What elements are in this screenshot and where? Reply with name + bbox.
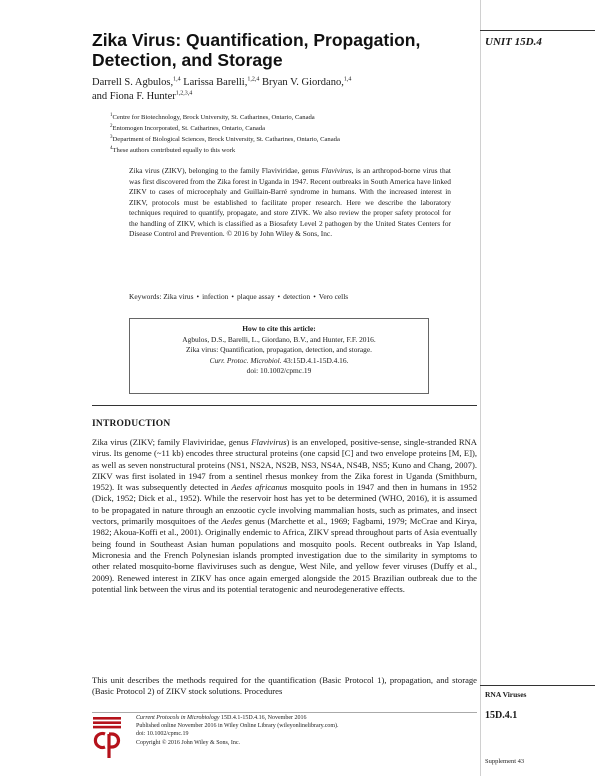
keyword: infection — [202, 292, 229, 301]
introduction-paragraph: This unit describes the methods required for the quantification (Basic Protocol 1), propagation, and storage (Basic Protocol 2) of ZIKV stock solutions. Procedures — [92, 675, 477, 697]
affiliation-line — [110, 123, 470, 134]
introduction-paragraph — [92, 437, 477, 595]
abstract-text: , is an arthropod-borne virus that was first discovered from the Zika forest in Uganda in 1947. Recent outbreaks in South America have linked ZIKV to cases of microcephaly and Guillain-Barré syndrome in humans. With the increased interest in ZIKV, protocols must be established to facilitate proper research. Here we describe the laboratory techniques required to quantify, propagate, and store ZIVK. We also review the proper safety protocol for the handling of ZIKV, which is classified as a Biosafety Level 2 pathogen by the United States Centers for Disease Control and Prevention. © 2016 by John Wiley & Sons, Inc. — [129, 166, 451, 238]
keywords — [129, 292, 451, 302]
title-line-2: Detection, and Storage — [92, 50, 283, 70]
affiliation-sup: 3 — [110, 134, 113, 140]
logo-p-glyph — [109, 734, 119, 758]
keyword-bullet: • — [231, 292, 234, 301]
body-text: ) is an enveloped, positive-sense, single-stranded RNA virus. Its genome (~11 kb) encodes three structural proteins (one capsid [C] and two envelope proteins [M, E]), as well as seven nonstructural proteins (NS1, NS2A, NS2B, NS3, NS4A, NS4B, NS5; Kuno and Chang, 2007). ZIKV was first isolated in 1947 from a sentinel rhesus monkey from the Zika forest in Uganda (Smithburn, 1952). It was subsequently detected in — [92, 437, 477, 493]
footer-divider — [92, 712, 477, 713]
section-label: RNA Viruses — [485, 690, 595, 699]
citation-heading: How to cite this article: — [242, 324, 316, 333]
author-affil-sup: 1,2,4 — [247, 76, 260, 83]
affiliations — [110, 112, 470, 156]
keyword: Vero cells — [318, 292, 349, 301]
affiliation-text: These authors contributed equally to this work — [112, 147, 236, 154]
title-line-1: Zika Virus: Quantification, Propagation, — [92, 30, 421, 50]
current-protocols-logo — [92, 716, 122, 760]
citation-line: Agbulos, D.S., Barelli, L., Giordano, B.V., and Hunter, F.F. 2016. — [182, 334, 376, 344]
right-column-divider — [480, 0, 481, 776]
body-text: Zika virus (ZIKV; family Flaviviridae, genus — [92, 437, 252, 447]
body-text: genus (Marchette et al., 1969; Fagbami, 1979; McCrae and Kirya, 1982; Akoua-Koffi et al., 2001). Originally endemic to Africa, ZIKV spread throughout parts of Asia eventually being found in Southeast Asian human populations and mosquito pools. Recent outbreaks in Yap Island, Micronesia and the French Polynesian islands prompted investigation due to the similarity in symptoms to other related mosquito-borne flaviviruses such as dengue, West Nile, and yellow fever viruses (Duffy et al., 2009). Renewed interest in ZIKV has once again emerged alongside the 2015 Brazilian outbreak due to the potential link between the virus and its potential teratogenic and neurodegenerative effects. — [92, 516, 477, 594]
footer-doi: doi: 10.1002/cpmc.19 — [136, 731, 189, 738]
citation-doi: doi: 10.1002/cpmc.19 — [246, 366, 312, 375]
footer-copyright: Copyright © 2016 John Wiley & Sons, Inc. — [136, 739, 241, 746]
footer-journal: Current Protocols in Microbiology — [136, 715, 220, 721]
citation-volume: 43:15D.4.1-15D.4.16. — [281, 355, 349, 365]
keyword: plaque assay — [236, 292, 275, 301]
author-affil-sup: 1,4 — [173, 76, 181, 83]
logo-bar — [93, 717, 121, 720]
keyword: Zika virus — [163, 292, 194, 301]
abstract-text: Zika virus (ZIKV), belonging to the family Flaviviridae, genus — [129, 166, 322, 175]
citation-line: Zika virus: Quantification, propagation, detection, and storage. — [186, 345, 372, 354]
author-name: Darrell S. Agbulos, — [92, 77, 174, 88]
logo-c-glyph — [95, 734, 105, 748]
author-name: and Fiona F. Hunter — [92, 91, 176, 102]
affiliation-line — [110, 145, 470, 156]
footer-line: Published online November 2016 in Wiley Online Library (wileyonlinelibrary.com). — [136, 723, 339, 730]
affiliation-line — [110, 112, 470, 123]
genus-name: Aedes — [221, 516, 242, 527]
body-text: mosquito pools in 1947 and then in humans in 1952 (Dick, 1952; Dick et al., 1952). While the reservoir host has yet to be determined (WHO, 2016), it is assumed to be propagated in nature through an enzootic cycle involving mammalian hosts, such as primates, and insect vectors, primarily mosquitoes of the — [92, 482, 477, 527]
citation-line — [130, 356, 428, 367]
keyword: detection — [283, 292, 311, 301]
species-name: Aedes africanus — [231, 482, 288, 493]
abstract-genus: Flavivirus — [321, 166, 352, 175]
footer-publication-info — [136, 714, 476, 747]
affiliation-sup: 4 — [110, 145, 113, 151]
article-title — [92, 30, 477, 70]
affiliation-sup: 2 — [110, 123, 113, 129]
footer-line — [136, 714, 476, 722]
author-name: Bryan V. Giordano, — [259, 77, 344, 88]
keyword-bullet: • — [313, 292, 316, 301]
logo-bar — [93, 721, 121, 724]
affiliation-line — [110, 134, 470, 145]
citation-box — [129, 318, 429, 394]
cp-logo-icon — [92, 716, 122, 760]
logo-bar — [93, 726, 121, 729]
author-affil-sup: 1,4 — [343, 76, 352, 83]
keyword-bullet: • — [277, 292, 281, 301]
footer-pages: 15D.4.1-15D.4.16, November 2016 — [219, 715, 307, 721]
section-divider — [92, 405, 477, 406]
supplement-label: Supplement 43 — [485, 758, 525, 765]
unit-label: UNIT 15D.4 — [485, 36, 595, 48]
affiliation-text: Centre for Biotechnology, Brock University, St. Catharines, Ontario, Canada — [112, 114, 315, 121]
keywords-label: Keywords: — [129, 292, 162, 301]
author-name: Larissa Barelli, — [180, 77, 248, 88]
affiliation-sup: 1 — [110, 112, 113, 118]
page-number: 15D.4.1 — [485, 710, 518, 721]
genus-name: Flavivirus — [251, 437, 287, 447]
section-heading-introduction: INTRODUCTION — [92, 419, 171, 429]
affiliation-text: Entomogen Incorporated, St. Catharines, Ontario, Canada — [112, 125, 266, 132]
author-affil-sup: 1,2,3,4 — [175, 90, 193, 97]
author-list — [92, 76, 477, 104]
citation-journal: Curr. Protoc. Microbiol. — [209, 355, 282, 365]
keyword-bullet: • — [196, 292, 200, 301]
abstract — [129, 166, 451, 240]
affiliation-text: Department of Biological Sciences, Brock University, St. Catharines, Ontario, Canada — [112, 136, 340, 143]
